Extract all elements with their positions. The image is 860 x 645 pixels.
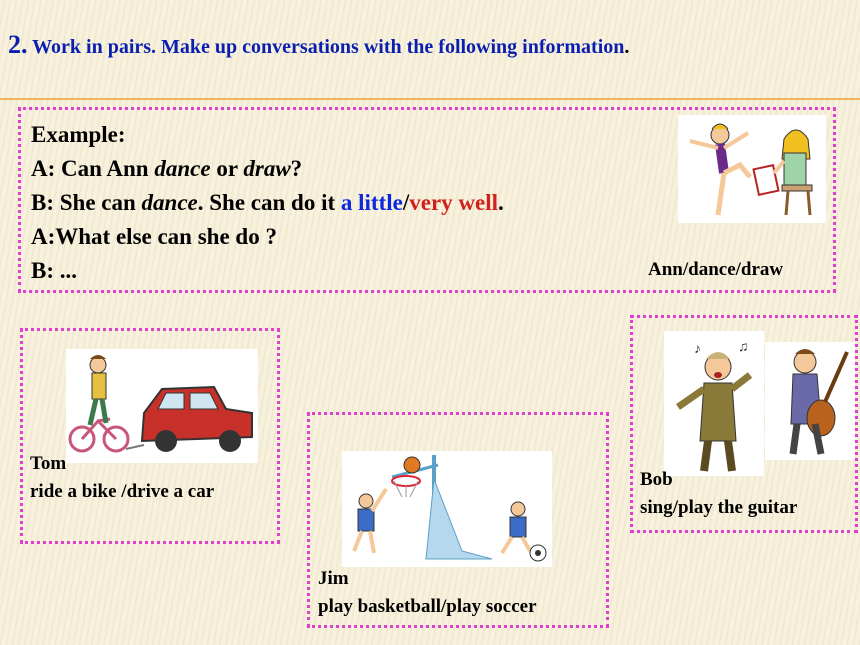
jim-name: Jim	[318, 568, 349, 589]
a-little-text: a little	[340, 190, 403, 215]
ann-caption: Ann/dance/draw	[648, 259, 784, 280]
very-well-text: very well	[409, 190, 499, 215]
bob-guitar-picture	[765, 342, 855, 460]
bob-activities: sing/play the guitar	[640, 497, 798, 518]
tom-bike-car-picture	[66, 349, 258, 463]
jim-caption	[318, 565, 537, 621]
tom-name: Tom	[30, 453, 67, 474]
dialogue-line-3: A:What else can she do ?	[31, 224, 277, 249]
bob-caption	[640, 466, 797, 522]
dialogue-line-2: B: She can dance. She can do it a little/very well.	[31, 190, 504, 215]
jim-basketball-soccer-picture	[342, 451, 552, 567]
svg-text:♫: ♫	[738, 340, 749, 355]
dialogue-line-4: B: ...	[31, 258, 77, 283]
title-divider	[0, 98, 860, 100]
svg-text:♪: ♪	[694, 342, 701, 357]
jim-activities: play basketball/play soccer	[318, 596, 537, 617]
title-period: .	[624, 36, 630, 58]
bob-sing-picture	[664, 331, 764, 476]
task-instruction: Work in pairs. Make up conversations with the following information	[27, 36, 625, 58]
dialogue-line-1: A: Can Ann dance or draw?	[31, 156, 303, 181]
slide-title	[8, 30, 629, 60]
bob-name: Bob	[640, 469, 673, 490]
task-number: 2.	[8, 30, 28, 59]
tom-caption	[30, 450, 214, 506]
tom-activities: ride a bike /drive a car	[30, 481, 215, 502]
example-heading: Example:	[31, 122, 126, 147]
ann-dance-draw-picture	[678, 115, 826, 223]
example-dialogue	[31, 118, 504, 288]
